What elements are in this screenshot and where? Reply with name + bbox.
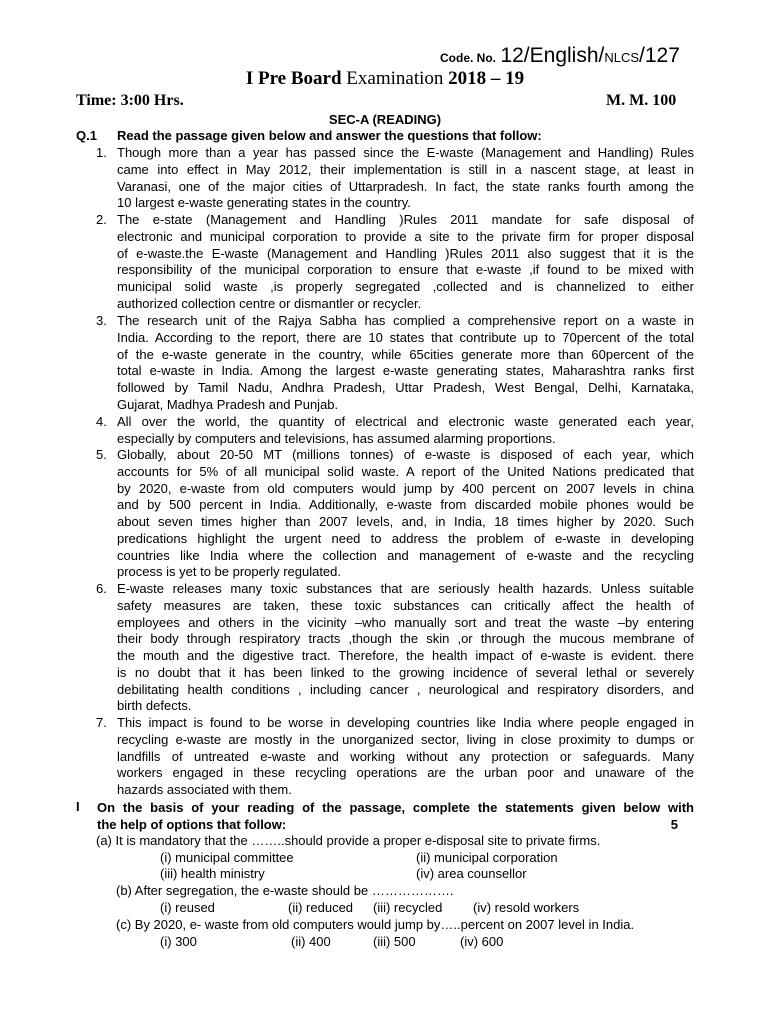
paragraph-line: This impact is found to be worse in developing countries like India where people engaged in — [117, 715, 694, 730]
paragraph-number: 5. — [96, 447, 107, 462]
code-number — [440, 44, 680, 68]
paragraph-line: predications highlight the urgent need to address the problem of e-waste in developing — [117, 530, 694, 546]
paragraph — [117, 313, 694, 414]
option-a-i: (i) municipal committee — [160, 850, 294, 865]
option-b-ii: (ii) reduced — [288, 900, 354, 915]
title-bold-2: 2018 – 19 — [448, 68, 525, 89]
paragraph — [117, 447, 694, 581]
part-marks: 5 — [670, 817, 678, 832]
paragraph-number: 1. — [96, 145, 107, 160]
paragraph-line: their body through respiratory tracts ,though the skin ,or through the mucous membrane of — [117, 631, 694, 647]
section-heading: SEC-A (READING) — [328, 112, 442, 127]
paragraph-line: and by 500 percent in India. Additionally, e-waste from discarded mobile phones would be — [117, 497, 694, 513]
paragraph-number: 4. — [96, 414, 107, 429]
paragraph-line: Globally, about 20-50 MT (millions tonnes) of e-waste is disposed of each year, which — [117, 447, 694, 462]
question-instruction: Read the passage given below and answer the questions that follow: — [117, 128, 542, 143]
part-instruction-line-2-text: the help of options that follow: — [97, 817, 287, 832]
paragraph-number: 7. — [96, 715, 107, 730]
paragraph-line: authorized collection centre or dismantler or recycler. — [117, 295, 422, 311]
paragraph-line: accounts for 5% of all municipal solid waste. A report of the United Nations predicated that — [117, 463, 694, 479]
paragraph-line: The e-state (Management and Handling )Rules 2011 mandate for safe disposal of — [117, 212, 694, 227]
paragraph-line: of the e-waste generate in the country, while 65cities generate more than 60percent of the — [117, 346, 694, 362]
paragraph — [117, 414, 694, 448]
option-a-iii: (iii) health ministry — [160, 866, 265, 881]
paragraph-line: by 2020, e-waste from old computers would jump by 400 percent on 2007 levels in china — [117, 480, 694, 496]
option-a-iv: (iv) area counsellor — [416, 866, 527, 881]
paragraph-line: 10 largest e-waste generating states in the country. — [117, 195, 411, 211]
option-c-iii: (iii) 500 — [373, 934, 416, 949]
paragraph-line: safety measures are taken, these toxic substances can critically affect the health of — [117, 597, 694, 613]
paragraph-line: Gujarat, Madhya Pradesh and Punjab. — [117, 396, 339, 412]
code-main: 12/English/ — [500, 44, 605, 67]
paragraph-line: came into effect in May 2012, their implementation is still in a nascent stage, at least in — [117, 161, 694, 177]
paragraph-line: about seven times higher than 2007 levels, and, in India, 18 times higher by 2020. Such — [117, 514, 694, 529]
max-marks: M. M. 100 — [606, 92, 677, 109]
paragraph-line: India. According to the report, there are 10 states that contribute up to 70percent of the total — [117, 329, 694, 345]
option-a-ii: (ii) municipal corporation — [416, 850, 558, 865]
paragraph-line: All over the world, the quantity of electrical and electronic waste generated each year, — [117, 414, 694, 429]
paragraph-line: hazards associated with them. — [117, 782, 292, 797]
statement-c: (c) By 2020, e- waste from old computers would jump by…..percent on 2007 level in India. — [116, 917, 635, 932]
option-c-iv: (iv) 600 — [460, 934, 504, 949]
paragraph-line: total e-waste in India. Among the largest e-waste generating states, Maharashtra ranks first — [117, 363, 694, 379]
paragraph-line: especially by computers and televisions, has assumed alarming proportions. — [117, 430, 556, 446]
paragraph-line: workers engaged in these recycling operations are the urban poor and unaware of the — [117, 765, 694, 781]
option-c-ii: (ii) 400 — [291, 934, 331, 949]
paragraph-line: municipal solid waste ,is properly segregated ,collected and is channelized to either — [117, 279, 694, 294]
paragraph-line: of e-waste.the E-waste (Management and Handling )Rules 2011 also suggest that it is the — [117, 245, 694, 261]
paragraph — [117, 715, 694, 799]
part-instruction — [97, 799, 694, 833]
paragraph — [117, 581, 694, 715]
paragraph-line: followed by Tamil Nadu, Andhra Pradesh, Uttar Pradesh, West Bengal, Delhi, Karnataka, — [117, 380, 694, 395]
title-bold-1: I Pre Board — [245, 68, 342, 89]
paragraph-line: Varanasi, one of the major cities of Uttarpradesh. In fact, the state ranks fourth among the — [117, 178, 694, 194]
part-instruction-line-1: On the basis of your reading of the passage, complete the statements given below with — [97, 800, 694, 815]
paragraph-line: birth defects. — [117, 698, 192, 714]
paragraph-number: 2. — [96, 212, 107, 227]
paragraph-number: 6. — [96, 581, 107, 596]
paragraph-line: process is yet to be properly regulated. — [117, 564, 342, 580]
title-normal: Examination — [346, 68, 444, 89]
paragraph-line: The research unit of the Rajya Sabha has complied a comprehensive report on a waste in — [117, 313, 694, 328]
exam-title — [0, 68, 770, 90]
paragraph — [117, 212, 694, 313]
paragraph-line: employees and others in the vicinity –who manually sort and treat the waste –by entering — [117, 614, 694, 630]
paragraph-number: 3. — [96, 313, 107, 328]
paragraph-line: landfills of untreated e-waste and working without any protection or safeguards. Many — [117, 748, 694, 764]
code-small: NLCS — [604, 50, 640, 65]
paragraph-line: the mouth and the digestive tract. Therefore, the health impact of e-waste is evident. there — [117, 648, 694, 663]
time-allowed: Time: 3:00 Hrs. — [76, 92, 184, 109]
statement-a: (a) It is mandatory that the ……..should provide a proper e-disposal site to private firms. — [96, 833, 601, 848]
question-number: Q.1 — [76, 128, 97, 143]
part-number: I — [76, 799, 80, 814]
paragraph-line: electronic and municipal corporation to provide a site to the private firm for proper disposal — [117, 228, 694, 244]
option-b-iii: (iii) recycled — [373, 900, 443, 915]
paragraph-line: E-waste releases many toxic substances that are seriously health hazards. Unless suitable — [117, 581, 694, 596]
code-label: Code. No. — [440, 51, 496, 65]
paragraph-line: debilitating health conditions , including cancer , neurological and respiratory disorders, and — [117, 681, 694, 697]
code-tail: /127 — [639, 44, 680, 67]
paragraph-line: responsibility of the municipal corporation to ensure that e-waste ,if found to be mixed with — [117, 262, 694, 278]
part-instruction-line-2 — [97, 816, 694, 833]
paragraph — [117, 145, 694, 212]
paragraph-line: Though more than a year has passed since the E-waste (Management and Handling) Rules — [117, 145, 694, 160]
statement-b: (b) After segregation, the e-waste should be ………………. — [116, 883, 454, 898]
paragraph-line: countries like India where the collection and management of e-waste and the recycling — [117, 547, 694, 563]
paragraph-line: recycling e-waste are mostly in the unorganized sector, living in close proximity to dumps or — [117, 731, 694, 747]
paragraph-line: is no doubt that it has been linked to the growing incidence of several lethal or severely — [117, 664, 694, 680]
option-b-i: (i) reused — [160, 900, 215, 915]
option-c-i: (i) 300 — [160, 934, 197, 949]
option-b-iv: (iv) resold workers — [473, 900, 580, 915]
